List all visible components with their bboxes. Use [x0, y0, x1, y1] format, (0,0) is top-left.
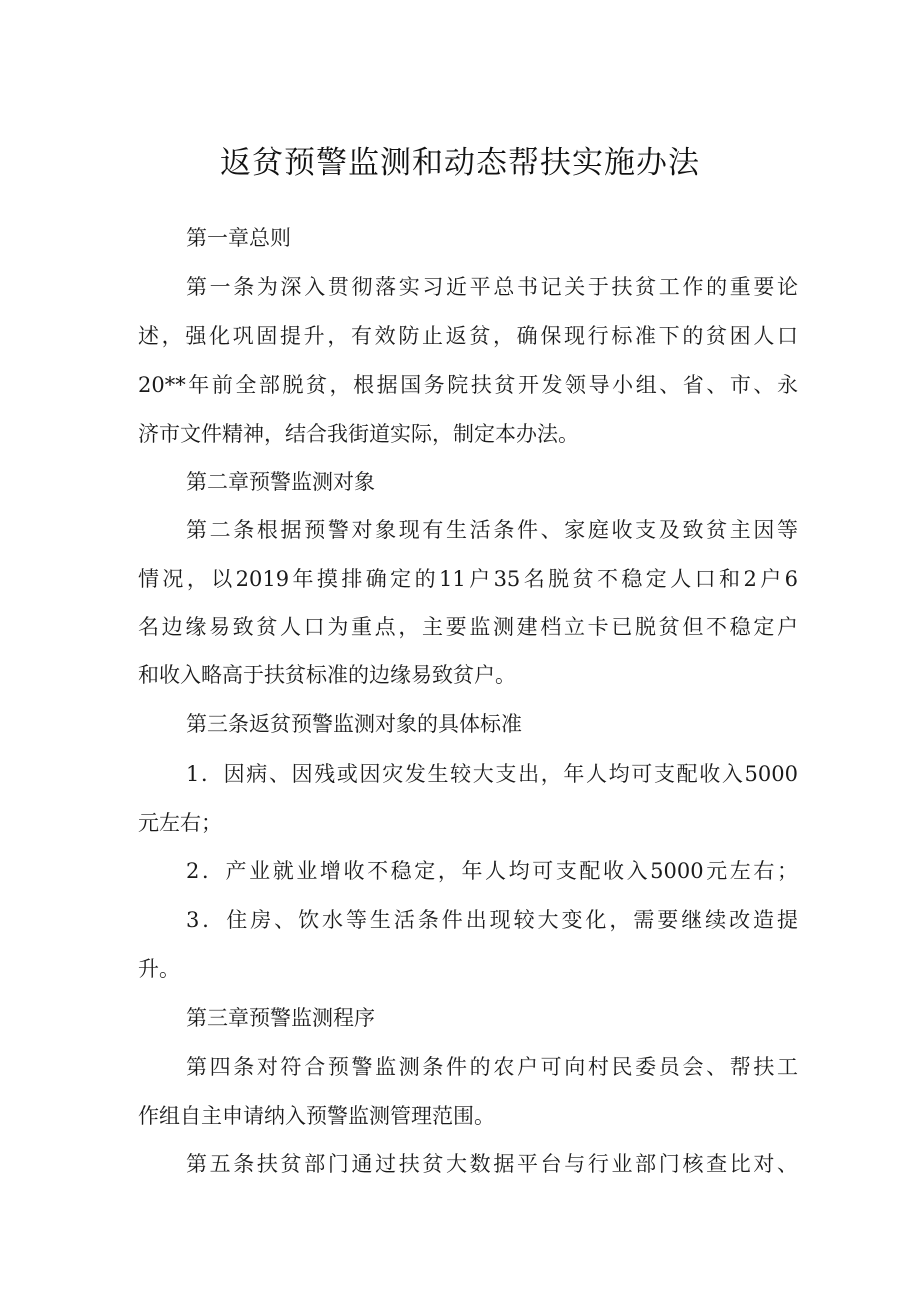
paragraph-line: 20**年前全部脱贫，根据国务院扶贫开发领导小组、省、市、永 [138, 373, 798, 397]
paragraph-line: 述，强化巩固提升，有效防止返贫，确保现行标准下的贫困人口 [138, 324, 798, 348]
paragraph-line: 第一条为深入贯彻落实习近平总书记关于扶贫工作的重要论 [186, 275, 798, 299]
list-item-1: 1．因病、因残或因灾发生较大支出，年人均可支配收入5000 [186, 762, 798, 786]
paragraph-line: 作组自主申请纳入预警监测管理范围。 [138, 1104, 495, 1128]
list-item-3-continued: 升。 [138, 957, 180, 981]
chapter-2-heading: 第二章预警监测对象 [186, 470, 375, 494]
list-item-1-continued: 元左右； [138, 811, 222, 835]
list-item-3: 3．住房、饮水等生活条件出现较大变化，需要继续改造提 [186, 908, 798, 932]
article-3-heading: 第三条返贫预警监测对象的具体标准 [186, 712, 522, 736]
paragraph-line: 名边缘易致贫人口为重点，主要监测建档立卡已脱贫但不稳定户 [138, 615, 798, 639]
paragraph-line: 第二条根据预警对象现有生活条件、家庭收支及致贫主因等 [186, 518, 798, 542]
paragraph-line: 和收入略高于扶贫标准的边缘易致贫户。 [138, 663, 516, 687]
list-item-2: 2．产业就业增收不稳定，年人均可支配收入5000元左右； [186, 859, 798, 883]
chapter-3-heading: 第三章预警监测程序 [186, 1006, 375, 1030]
paragraph-line: 第五条扶贫部门通过扶贫大数据平台与行业部门核查比对、 [186, 1152, 798, 1176]
paragraph-line: 济市文件精神，结合我街道实际，制定本办法。 [138, 422, 579, 446]
chapter-1-heading: 第一章总则 [186, 226, 291, 250]
paragraph-line: 情况，以2019年摸排确定的11户35名脱贫不稳定人口和2户6 [138, 567, 798, 591]
paragraph-line: 第四条对符合预警监测条件的农户可向村民委员会、帮扶工 [186, 1055, 798, 1079]
document-title: 返贫预警监测和动态帮扶实施办法 [220, 145, 700, 181]
